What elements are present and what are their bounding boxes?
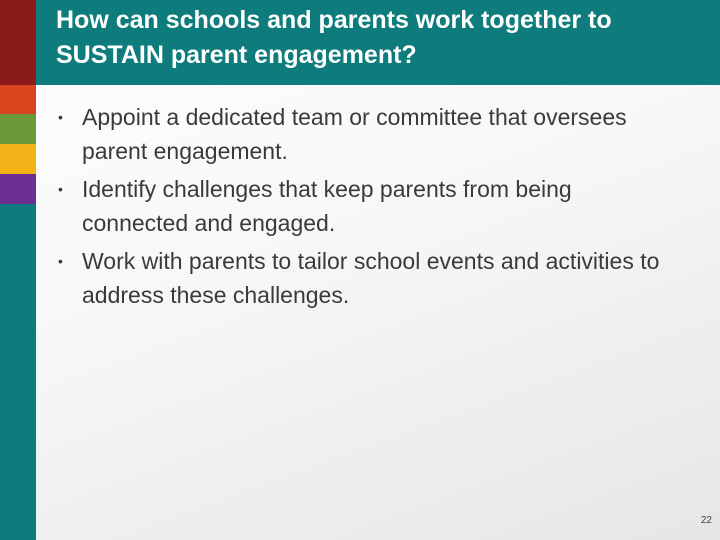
bullet-marker: • xyxy=(58,181,63,197)
bullet-text: Work with parents to tailor school events and activities to address these challenges. xyxy=(82,248,660,308)
bullet-text: Appoint a dedicated team or committee that oversees parent engagement. xyxy=(82,104,627,164)
bullet-marker: • xyxy=(58,253,63,269)
accent-segment-green xyxy=(0,114,36,144)
left-accent-bar xyxy=(0,0,36,540)
bullet-text: Identify challenges that keep parents from being connected and engaged. xyxy=(82,176,572,236)
accent-segment-darkred xyxy=(0,0,36,85)
bullet-item xyxy=(52,244,672,312)
title-bar xyxy=(36,0,720,85)
bullet-item xyxy=(52,100,672,168)
slide-title: How can schools and parents work together to SUSTAIN parent engagement? xyxy=(56,6,612,69)
page-number: 22 xyxy=(700,515,712,526)
accent-segment-yellow xyxy=(0,144,36,174)
bullet-marker: • xyxy=(58,109,63,125)
accent-segment-orange xyxy=(0,85,36,114)
accent-segment-teal xyxy=(0,204,36,540)
bullet-list xyxy=(52,100,672,316)
accent-segment-purple xyxy=(0,174,36,204)
bullet-item xyxy=(52,172,672,240)
